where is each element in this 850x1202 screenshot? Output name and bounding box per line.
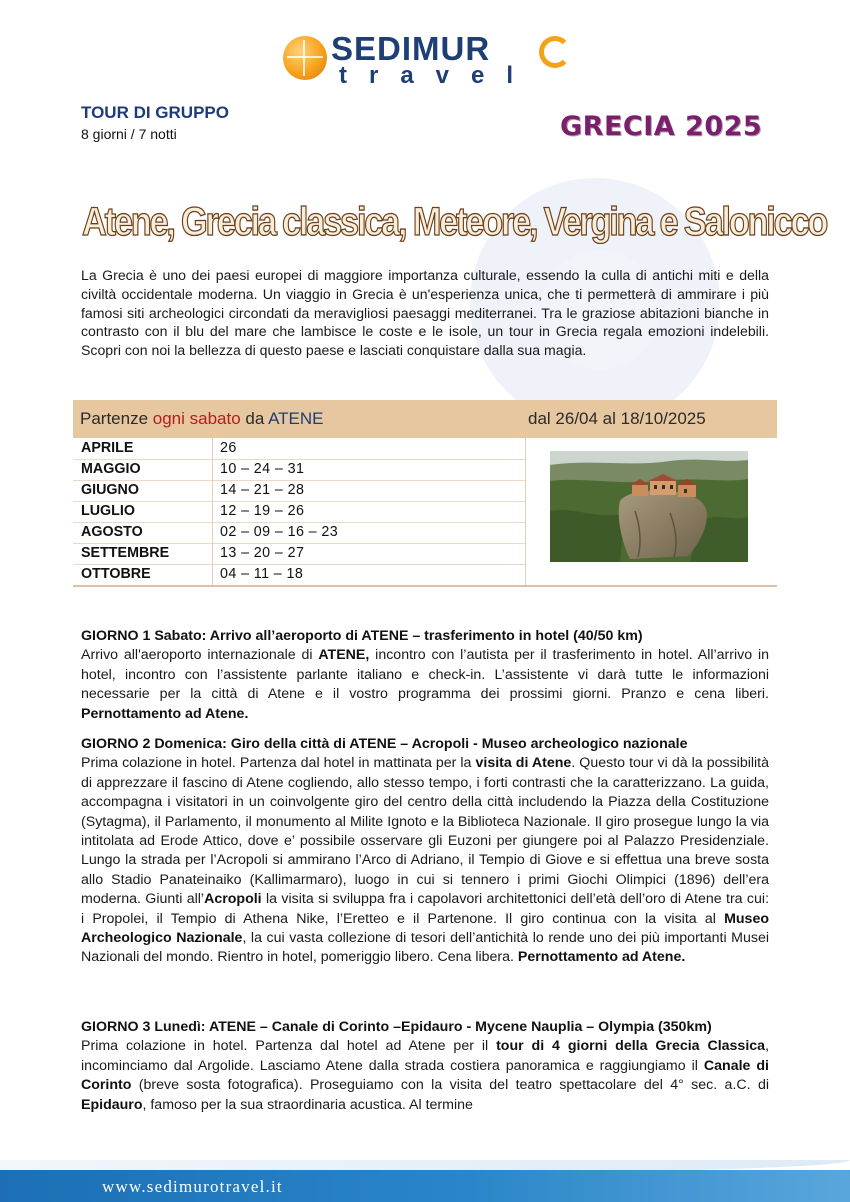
day-3-text — [81, 1037, 769, 1115]
destination-title: GRECIA 2025 — [560, 111, 763, 142]
table-row — [73, 459, 525, 481]
month-cell: APRILE — [81, 440, 134, 456]
day-2-text — [81, 754, 769, 967]
table-divider — [212, 438, 213, 585]
month-cell: LUGLIO — [81, 503, 136, 519]
table-row — [73, 438, 525, 460]
day-1-text-part: Arrivo all'aeroporto internazionale di — [81, 647, 319, 664]
day-3-text-part: (breve sosta fotografica). Proseguiamo con la visita del teatro spettacolare del 4° sec. a.C. di — [131, 1077, 769, 1094]
day-3-highlight: Epidauro — [81, 1096, 143, 1113]
day-3-text-part: Prima colazione in hotel. Partenza dal hotel ad Atene per il — [81, 1038, 497, 1055]
tour-type-label: TOUR DI GRUPPO — [81, 103, 229, 122]
table-row — [73, 543, 525, 565]
departures-mid: da — [240, 409, 269, 428]
day-1-highlight: ATENE, — [318, 647, 370, 664]
day-1-text — [81, 646, 769, 724]
day-2-section — [81, 735, 769, 968]
day-2-heading: GIORNO 2 Domenica: Giro della città di ATENE – Acropoli - Museo archeologico nazionale — [81, 736, 688, 752]
day-2-text-part: la visita si sviluppa fra i capolavori architettonici dell’età dell’oro di Atene tra cui: i Propolei, il Tempio di Athena Nike, l’Eretteo e il Partenone. Il giro continua con la visita al — [81, 891, 770, 927]
departures-title — [80, 409, 324, 429]
page-title: Atene, Grecia classica, Meteore, Vergina e Salonicco — [82, 200, 827, 244]
month-cell: MAGGIO — [81, 461, 141, 477]
logo-brand-bottom: travel — [339, 62, 536, 89]
dates-cell: 12 – 19 – 26 — [220, 503, 305, 519]
day-2-highlight: Museo Archeologico Nazionale — [81, 910, 769, 947]
day-2-text-part: Prima colazione in hotel. Partenza dal hotel in mattinata per la — [81, 755, 476, 772]
day-2-text-part: . Questo tour vi dà la possibilità di apprezzare il fascino di Atene cogliendo, allo stesso tempo, i forti contrasti che la caratterizzano. La guida, accompagna i visitatori in un coinvolgente giro del centro della città includendo la Piazza della Costituzione (Sytagma), il Parlamento, il monumento al Milite Ignoto e la Biblioteca Nazionale. Il giro prosegue lungo la via intitolata ad Erode Attico, dove e’ possibile osservare gli Euzoni per giungere poi al Palazzo Presidenziale. Lungo la strada per l’Acropoli si ammirano l’Arco di Adriano, il Tempio di Giove e si effettua una breve sosta allo Stadio Panateinaiko (Kallimarmaro), luogo in cui si tennero i primi Giochi Olimpici (1896) dell’era moderna. Giunti all’ — [81, 755, 769, 908]
day-3-text-part: , incominciamo dal Argolide. Lasciamo Atene dalla strada costiera panoramica e raggiungiamo il — [81, 1038, 770, 1074]
table-row — [73, 501, 525, 523]
brand-logo — [283, 30, 583, 89]
website-link[interactable]: www.sedimurotravel.it — [102, 1177, 283, 1196]
month-cell: OTTOBRE — [81, 566, 151, 582]
departures-day: ogni sabato — [152, 409, 241, 428]
departures-city: ATENE — [268, 409, 324, 428]
departures-date-range: dal 26/04 al 18/10/2025 — [528, 409, 706, 428]
table-row — [73, 480, 525, 502]
month-cell: GIUGNO — [81, 482, 139, 498]
dates-cell: 02 – 09 – 16 – 23 — [220, 524, 339, 540]
dates-cell: 10 – 24 – 31 — [220, 461, 305, 477]
dates-cell: 14 – 21 – 28 — [220, 482, 305, 498]
globe-icon — [283, 36, 327, 80]
day-3-highlight: Canale di Corinto — [81, 1057, 769, 1094]
day-2-overnight: Pernottamento ad Atene. — [517, 949, 686, 966]
table-divider — [525, 438, 526, 585]
day-3-highlight: tour di 4 giorni della Grecia Classica — [496, 1038, 766, 1055]
dates-cell: 04 – 11 – 18 — [220, 566, 304, 582]
dates-cell: 13 – 20 – 27 — [220, 545, 305, 561]
day-3-heading: GIORNO 3 Lunedì: ATENE – Canale di Corinto –Epidauro - Mycene Nauplia – Olympia (350km) — [81, 1019, 712, 1035]
day-2-highlight: visita di Atene — [475, 755, 572, 772]
dates-cell: 26 — [220, 440, 237, 456]
intro-paragraph: La Grecia è uno dei paesi europei di maggiore importanza culturale, essendo la culla di antichi miti e della civiltà occidentale moderna. Un viaggio in Grecia è un'esperienza unica, che ti permetterà di ammirare i più famosi siti archeologici circondati da meravigliosi paesaggi mediterranei. Tra le graziose abitazioni bianche in contrasto con il blu del mare che lambisce le coste e le isole, un tour in Grecia regala emozioni indelebili. Scopri con noi la bellezza di questo paese e lasciati conquistare dalla sua magia. — [81, 267, 769, 359]
day-3-text-part: , famoso per la sua straordinaria acustica. Al termine — [142, 1096, 473, 1113]
day-1-overnight: Pernottamento ad Atene. — [81, 705, 249, 722]
departures-prefix: Partenze — [80, 409, 153, 428]
day-2-text-part: , la cui vasta collezione di tesori dell’antichità lo rende uno dei più importanti Musei Nazionali del mondo. Rientro in hotel, pomeriggio libero. Cena libera. — [81, 930, 769, 966]
day-1-heading: GIORNO 1 Sabato: Arrivo all’aeroporto di ATENE – trasferimento in hotel (40/50 km) — [81, 628, 643, 644]
day-1-section — [81, 627, 769, 724]
table-row — [73, 564, 525, 585]
day-1-text-part: incontro con l’autista per il trasferimento in hotel. All’arrivo in hotel, incontro con l’assistente parlante italiano e check-in. L’assistente vi darà tutte le informazioni necessarie per la città di Atene e il vostro programma dei prossimi giorni. Pranzo e cena liberi. — [81, 647, 769, 703]
table-row — [73, 522, 525, 544]
tour-duration: 8 giorni / 7 notti — [81, 126, 177, 142]
month-cell: SETTEMBRE — [81, 545, 170, 561]
logo-brand-top: SEDIMUR — [331, 30, 491, 67]
meteora-photo — [550, 451, 748, 562]
day-2-highlight: Acropoli — [204, 891, 262, 908]
logo-ring-icon — [539, 36, 571, 68]
day-3-section — [81, 1018, 769, 1115]
month-cell: AGOSTO — [81, 524, 143, 540]
